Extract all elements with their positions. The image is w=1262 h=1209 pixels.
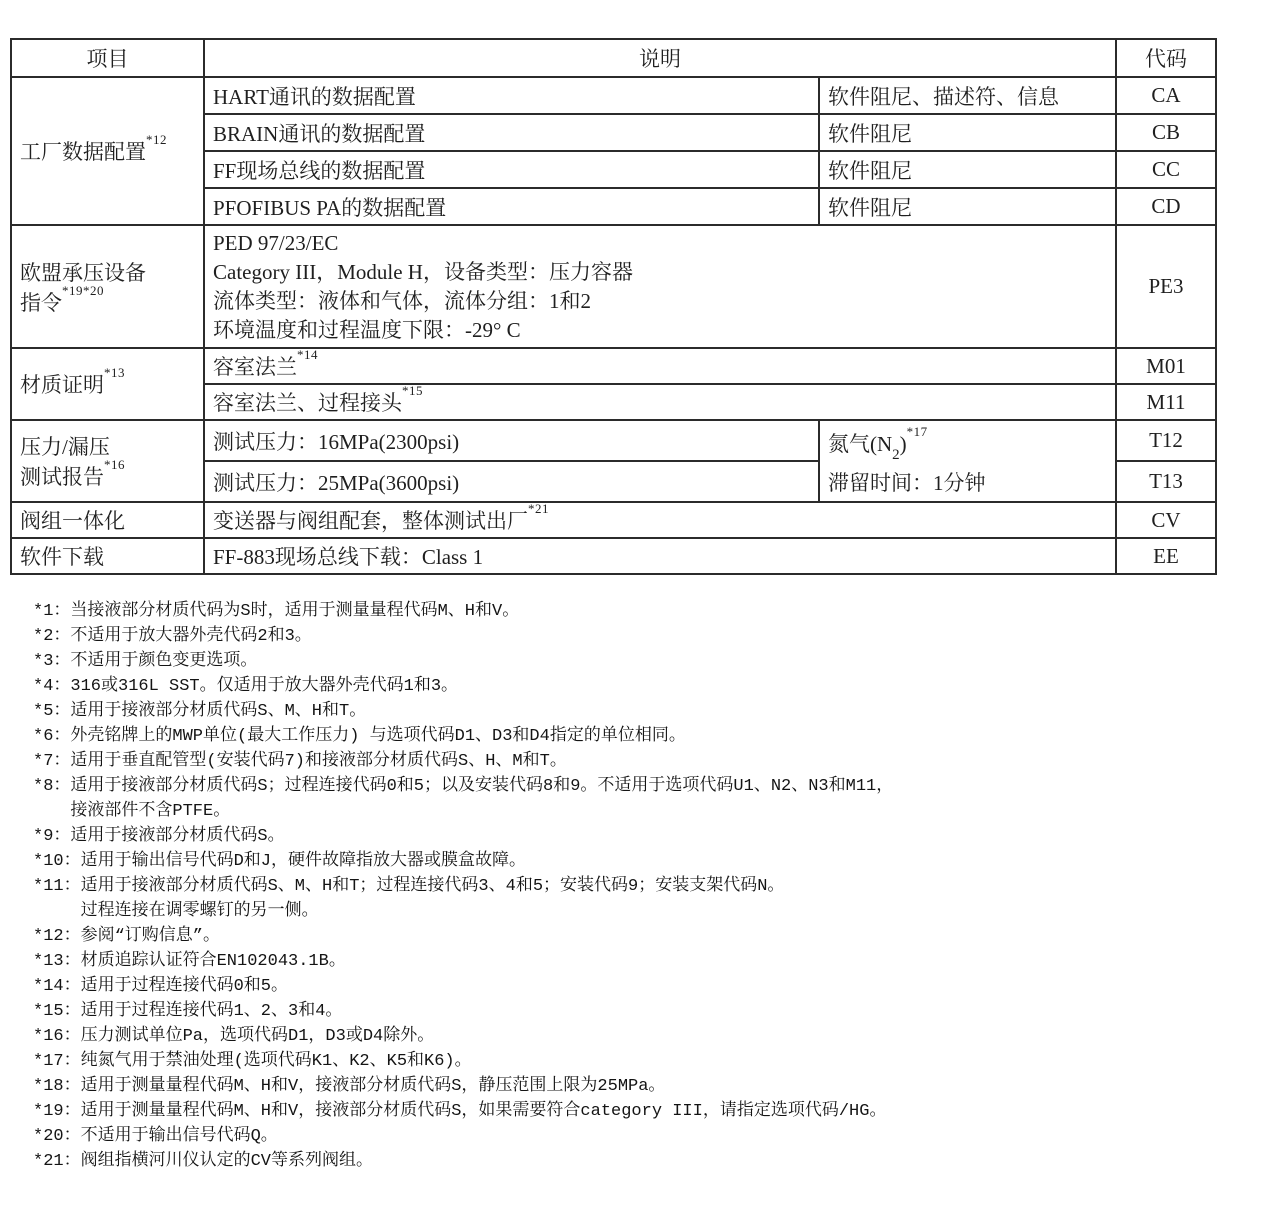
footnote-ref: *17 [906,424,928,439]
code-cell [1116,348,1216,384]
footnote-item [33,949,1233,974]
code-cell [1116,420,1216,461]
footnote-item [33,699,1233,724]
footnote-text: 316或316L SST。仅适用于放大器外壳代码1和3。 [70,677,459,697]
col-header-item: 项目 [11,39,204,77]
code-text: CV [1151,507,1181,532]
attr-cell [819,188,1116,225]
code-text: CD [1151,194,1181,218]
code-text: CB [1151,120,1180,144]
code-text: CC [1151,157,1180,181]
footnote-text: 材质追踪认证符合EN102043.1B。 [80,952,346,972]
footnote-number: *7： [33,752,71,772]
item-label-line [20,457,195,491]
code-cell [1116,188,1216,225]
item-cell-pressure-test [11,420,204,502]
desc-cell [204,538,1116,574]
footnote-number: *10： [33,852,81,872]
footnote-number: *13： [33,952,81,972]
footnote-ref: *19*20 [62,282,104,298]
footnote-number: *9： [33,827,71,847]
footnote-number: *8： [33,777,71,797]
desc-text: PFOFIBUS PA的数据配置 [213,195,447,220]
footnote-ref: *13 [104,365,125,380]
footnote-text: 参阅“订购信息”。 [80,927,221,947]
gas-line [828,423,1107,468]
footnote-text: 适用于接液部分材质代码S；过程连接代码0和5；以及安装代码8和9。不适用于选项代码U1、N2、N3和M11， [70,777,894,797]
footnote-number: *1： [33,602,71,622]
code-cell [1116,538,1216,574]
desc-text: 容室法兰、过程接头 [213,391,402,415]
desc-text: HART通讯的数据配置 [213,84,416,109]
footnotes-list [33,599,1233,1174]
attr-text: 软件阻尼 [828,158,912,183]
code-text: M11 [1146,389,1186,414]
desc-text: 变送器与阀组配套，整体测试出厂 [213,509,528,534]
footnote-ref: *15 [402,384,423,398]
ped-line: PED 97/23/EC [213,230,339,255]
footnote-text: 适用于过程连接代码1、2、3和4。 [80,1002,343,1022]
footnote-ref: *12 [146,132,167,147]
footnote-item [33,1124,1233,1149]
code-cell [1116,384,1216,420]
footnote-item [33,999,1233,1024]
desc-text: 测试压力：16MPa(2300psi) [213,429,460,454]
table-row [11,348,1216,384]
footnote-text: 适用于接液部分材质代码S。 [70,827,285,847]
item-label: 阀组一体化 [20,509,125,534]
footnote-text: 接液部件不含PTFE。 [70,802,231,822]
item-cell-factory-data [11,77,204,225]
table-row [11,420,1216,461]
table-row [11,538,1216,574]
footnote-item [33,1024,1233,1049]
footnote-text: 不适用于颜色变更选项。 [70,652,258,672]
footnote-item [33,874,1233,924]
attr-text: 软件阻尼、描述符、信息 [828,84,1059,109]
desc-text: FF现场总线的数据配置 [213,158,426,183]
footnote-number: *5： [33,702,71,722]
item-label: 工厂数据配置 [20,140,146,164]
desc-cell [204,384,1116,420]
footnote-ref: *16 [104,457,125,473]
attr-text: 软件阻尼 [828,121,912,146]
footnote-number: *15： [33,1002,81,1022]
footnote-item [33,649,1233,674]
code-cell [1116,151,1216,188]
footnote-text: 过程连接在调零螺钉的另一侧。 [80,902,319,922]
desc-cell [204,461,819,502]
desc-cell-ped [204,225,1116,348]
footnote-ref: *21 [528,502,549,517]
item-label-line: 欧盟承压设备 [20,260,146,285]
footnote-number: *2： [33,627,71,647]
footnote-text: 适用于输出信号代码D和J，硬件故障指放大器或膜盒故障。 [80,852,527,872]
attr-cell-nitrogen [819,420,1116,502]
code-text: M01 [1146,353,1186,378]
code-cell [1116,502,1216,538]
desc-cell [204,348,1116,384]
footnote-text: 纯氮气用于禁油处理(选项代码K1、K2、K5和K6)。 [80,1052,472,1072]
footnote-number: *16： [33,1027,81,1047]
table-row [11,77,1216,114]
desc-text: 容室法兰 [213,355,297,379]
attr-cell [819,77,1116,114]
optional-spec-table [10,38,1217,575]
table-header-row [11,39,1216,77]
footnote-item [33,749,1233,774]
gas-text: ) [899,432,907,456]
item-cell-software-download [11,538,204,574]
footnote-text: 压力测试单位Pa，选项代码D1，D3或D4除外。 [80,1027,435,1047]
code-text: CA [1151,83,1181,107]
footnote-text: 不适用于放大器外壳代码2和3。 [70,627,312,647]
ped-line: Category III，Module H，设备类型：压力容器 [213,259,633,284]
footnote-text: 适用于过程连接代码0和5。 [80,977,289,997]
item-label: 指令 [20,290,62,315]
ped-line: 环境温度和过程温度下限：-29° C [213,317,521,342]
table-row [11,502,1216,538]
desc-cell [204,77,819,114]
footnote-number: *4： [33,677,71,697]
footnote-item [33,624,1233,649]
footnote-text: 不适用于输出信号代码Q。 [80,1127,278,1147]
footnote-number: *20： [33,1127,81,1147]
footnote-number: *17： [33,1052,81,1072]
desc-cell [204,151,819,188]
footnote-text: 外壳铭牌上的MWP单位(最大工作压力) 与选项代码D1、D3和D4指定的单位相同。 [70,727,686,747]
footnote-number: *3： [33,652,71,672]
footnote-text: 适用于接液部分材质代码S、M、H和T；过程连接代码3、4和5；安装代码9；安装支架代码N。 [80,877,785,897]
footnote-text: 适用于测量量程代码M、H和V，接液部分材质代码S，静压范围上限为25MPa。 [80,1077,666,1097]
footnote-number: *19： [33,1102,81,1122]
footnote-item [33,1074,1233,1099]
footnote-number: *6： [33,727,71,747]
footnote-item [33,974,1233,999]
code-text: T13 [1149,469,1183,494]
table-row [11,225,1216,348]
subscript: 2 [892,447,900,464]
desc-text: FF-883现场总线下载：Class 1 [213,545,484,570]
code-cell [1116,114,1216,151]
item-label-line: 压力/漏压 [20,435,110,460]
desc-cell [204,420,819,461]
footnote-ref: *14 [297,348,318,362]
code-cell [1116,225,1216,348]
gas-line: 滞留时间：1分钟 [828,471,986,496]
footnote-item [33,1049,1233,1074]
item-cell-material-cert [11,348,204,420]
footnote-item [33,849,1233,874]
footnote-text: 当接液部分材质代码为S时，适用于测量量程代码M、H和V。 [70,602,520,622]
desc-cell [204,502,1116,538]
item-cell-ped [11,225,204,348]
item-label: 材质证明 [20,373,104,397]
footnote-text: 阀组指横河川仪认定的CV等系列阀组。 [80,1152,374,1172]
item-cell-valve-manifold [11,502,204,538]
attr-cell [819,151,1116,188]
footnote-text: 适用于接液部分材质代码S、M、H和T。 [70,702,367,722]
attr-cell [819,114,1116,151]
footnote-item [33,824,1233,849]
desc-text: BRAIN通讯的数据配置 [213,121,426,146]
footnote-item [33,774,1233,824]
item-label: 测试报告 [20,465,104,490]
footnote-item [33,1149,1233,1174]
code-text: EE [1153,543,1179,568]
attr-text: 软件阻尼 [828,195,912,220]
footnote-number: *21： [33,1152,81,1172]
item-label-line [20,282,195,317]
col-header-code: 代码 [1116,39,1216,77]
code-cell [1116,77,1216,114]
code-cell [1116,461,1216,502]
footnote-item [33,674,1233,699]
footnote-number: *14： [33,977,81,997]
item-label: 软件下载 [20,545,104,570]
footnote-item [33,924,1233,949]
footnote-text: 适用于垂直配管型(安装代码7)和接液部分材质代码S、H、M和T。 [70,752,567,772]
desc-text: 测试压力：25MPa(3600psi) [213,470,460,495]
code-text: T12 [1149,428,1183,453]
code-text: PE3 [1148,274,1184,298]
col-header-description: 说明 [204,39,1116,77]
footnote-item [33,599,1233,624]
desc-cell [204,188,819,225]
gas-text: 氮气(N [828,432,893,456]
footnote-item [33,1099,1233,1124]
ped-line: 流体类型：液体和气体，流体分组：1和2 [213,288,591,313]
footnote-number: *12： [33,927,81,947]
footnote-number: *18： [33,1077,81,1097]
desc-cell [204,114,819,151]
footnote-item [33,724,1233,749]
footnote-number: *11： [33,877,81,897]
footnote-text: 适用于测量量程代码M、H和V，接液部分材质代码S，如果需要符合category III，请指定选项代码/HG。 [80,1102,887,1122]
